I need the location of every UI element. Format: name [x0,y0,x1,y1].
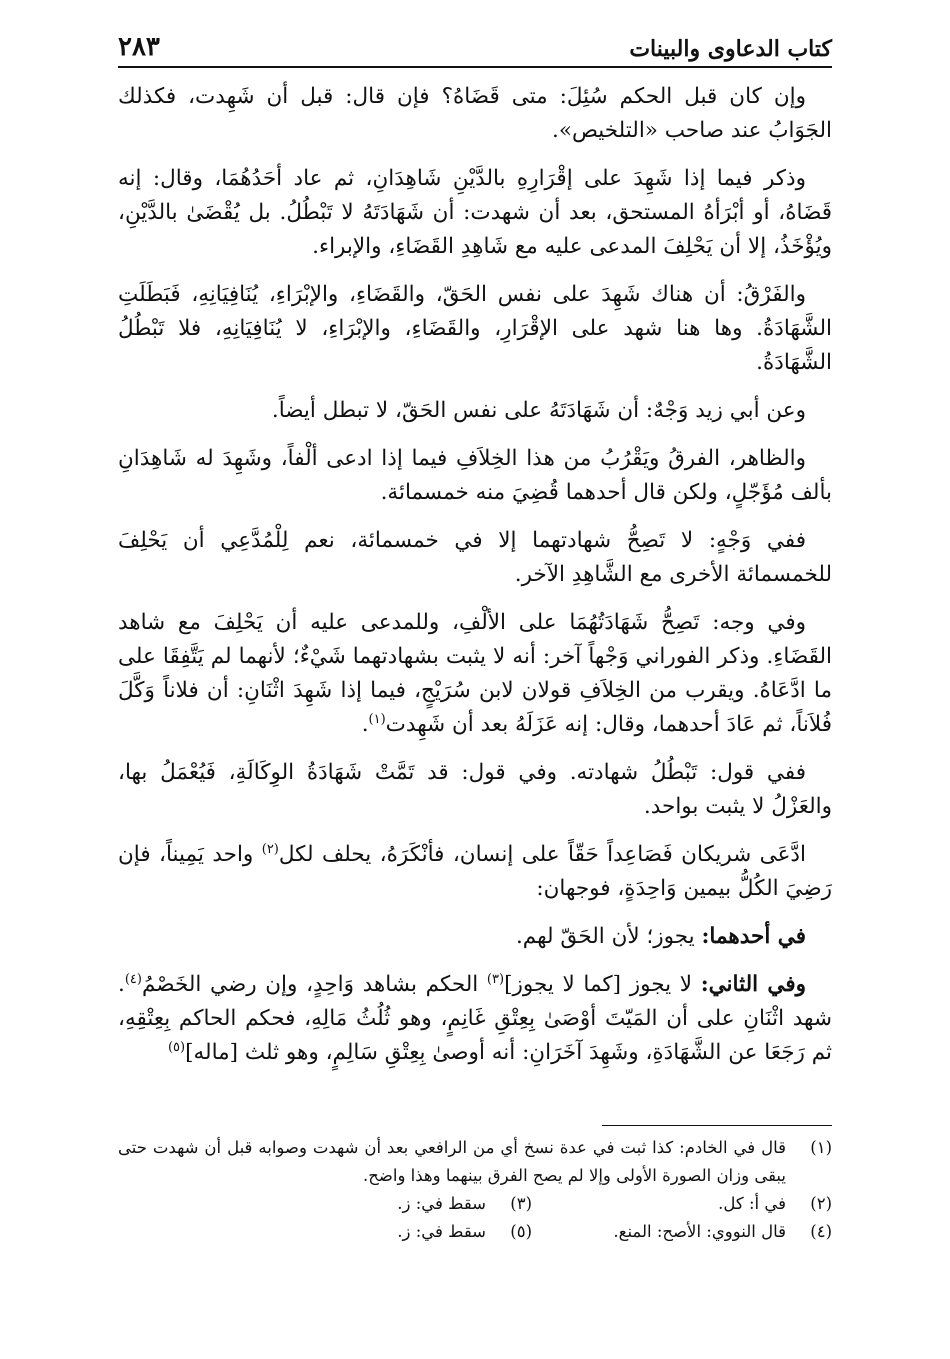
footnote-number: (٥) [510,1222,532,1241]
paragraph: وفي وجه: تَصِحُّ شَهَادَتُهُمَا على الألْفِ، وللمدعى عليه أن يَحْلِفَ مع شاهد القَضَاءِ. وذكر الفوراني وَجْهاً آخر: أنه لا يثبت بشهادتهما شَيْءٌ؛ لأنهما لم يَتَّفِقَا على ما ادَّعَاهُ. ويقرب من الخِلاَفِ قولان لابن سُرَيْجٍ، فيما إذا شَهِدَ اثْنَانِ: أن فلاناً وَكَّلَ فُلاَناً، ثم عَادَ أحدهما، وقال: إنه عَزَلَهُ بعد أن شَهِدت$^{(١)}$. [118,610,832,737]
footnote-divider [602,1125,832,1126]
footnote-text: سقط في: ز. [397,1222,486,1241]
footnote-ref[interactable]: (٣) [486,971,505,987]
footnote-number: (٢) [810,1194,832,1213]
footnote-ref[interactable]: (٥) [167,1039,186,1055]
page-header [118,18,832,68]
footnote [532,1218,832,1246]
paragraph: في أحدهما: يجوز؛ لأن الحَقّ لهم. [515,924,806,949]
paragraph: وعن أبي زيد وَجْهٌ: أن شَهَادَتَهُ على نفس الحَقّ، لا تبطل أيضاً. [271,398,806,423]
footnote-text: سقط في: ز. [397,1194,486,1213]
footnote-text: في أ: كل. [718,1194,786,1213]
footnote-number: (٣) [510,1194,532,1213]
footnote-text: قال النووي: الأصح: المنع. [613,1222,786,1241]
footnotes [118,1134,832,1246]
footnote-ref[interactable]: (٤) [124,971,142,987]
running-title: كتاب الدعاوى والبينات [629,36,832,62]
footnote [232,1190,532,1218]
footnote-ref[interactable]: (١) [368,711,386,727]
main-text [118,80,832,1084]
bold-lead: في أحدهما: [701,924,806,949]
footnote [118,1134,832,1190]
paragraph: والفَرْقُ: أن هناك شَهِدَ على نفس الحَقّ، والقَضَاءِ، والإبْرَاءِ، يُنَافِيَانِهِ، فَبَطَلَتِ الشَّهَادَةُ. وها هنا شهد على الإقْرَارِ، والقَضَاءِ، والإبْرَاءِ، لا يُنَافِيَانِهِ، فلا تَبْطُلُ الشَّهَادَةُ. [118,282,832,375]
footnote-ref[interactable]: (٢) [261,841,279,857]
paragraph: والظاهر، الفرقُ ويَقْرُبُ من هذا الخِلاَفِ فيما إذا ادعى ألْفاً، وشَهِدَ له شَاهِدَانِ بألف مُؤَجّلٍ، ولكن قال أحدهما قُضِيَ منه خمسمائة. [118,446,832,505]
paragraph: ففي وَجْهٍ: لا تَصِحُّ شهادتهما إلا في خمسمائة، نعم لِلْمُدَّعِي أن يَحْلِفَ للخمسمائة الأخرى مع الشَّاهِدِ الآخر. [118,528,832,587]
footnote-pair [118,1190,832,1218]
page-number: ٢٨٣ [118,32,160,62]
paragraph: وإن كان قبل الحكم سُئِلَ: متى قَضَاهُ؟ فإن قال: قبل أن شَهِدت، فكذلك الجَوَابُ عند صاحب «التلخيص». [118,84,832,143]
footnote [532,1190,832,1218]
footnote-text: قال في الخادم: كذا ثبت في عدة نسخ أي من الرافعي بعد أن شهدت وصوابه قبل أن شهدت حتى يبقى وزان الصورة الأولى وإلا لم يصح الفرق بينهما وهذا واضح. [118,1138,786,1185]
footnote-pair [118,1218,832,1246]
paragraph: ففي قول: تَبْطُلُ شهادته. وفي قول: قد تَمَّتْ شَهَادَةُ الوِكَالَةِ، فَيُعْمَلُ بها، والعَزْلُ لا يثبت بواحد. [118,760,832,819]
footnote-number: (١) [810,1138,832,1157]
paragraph: وفي الثاني: لا يجوز [كما لا يجوز]$^{(٣)}$ الحكم بشاهد وَاحِدٍ، وإن رضي الخَصْمُ$^{(٤)}$. شهد اثْنَانِ على أن المَيّتَ أوْصَىٰ بِعِتْقِ غَانِمٍ، وهو ثُلُثُ مَالِهِ، فحكم الحاكم بِعِتْقِهِ، ثم رَجَعَا عن الشَّهَادَةِ، وشَهِدَ آخَرَانِ: أنه أوصىٰ بِعِتْقِ سَالِمٍ، وهو ثلث [ماله]$^{(٥)}$ [118,971,832,1065]
footnote [232,1218,532,1246]
paragraph: ادَّعَى شريكان فَصَاعِداً حَقّاً على إنسان، فأنْكَرَهُ، يحلف لكل$^{(٢)}$ واحد يَمِيناً، فإن رَضِيَ الكُلُّ بيمين وَاحِدَةٍ، فوجهان: [118,841,832,901]
footnote-number: (٤) [810,1222,832,1241]
paragraph: وذكر فيما إذا شَهِدَ على إقْرَارِهِ بالدَّيْنِ شَاهِدَانِ، ثم عاد أحَدُهُمَا، وقال: إنه قَضَاهُ، أو أبْرَأهُ المستحق، بعد أن شهدت: أن شَهَادَتَهُ لا تَبْطُلُ. بل يُقْضَىٰ بالدَّيْنِ، ويُؤْخَذُ، إلا أن يَحْلِفَ المدعى عليه مع شَاهِدِ القَضَاءِ، والإبراء. [118,166,832,259]
bold-lead: وفي الثاني: [700,972,806,997]
